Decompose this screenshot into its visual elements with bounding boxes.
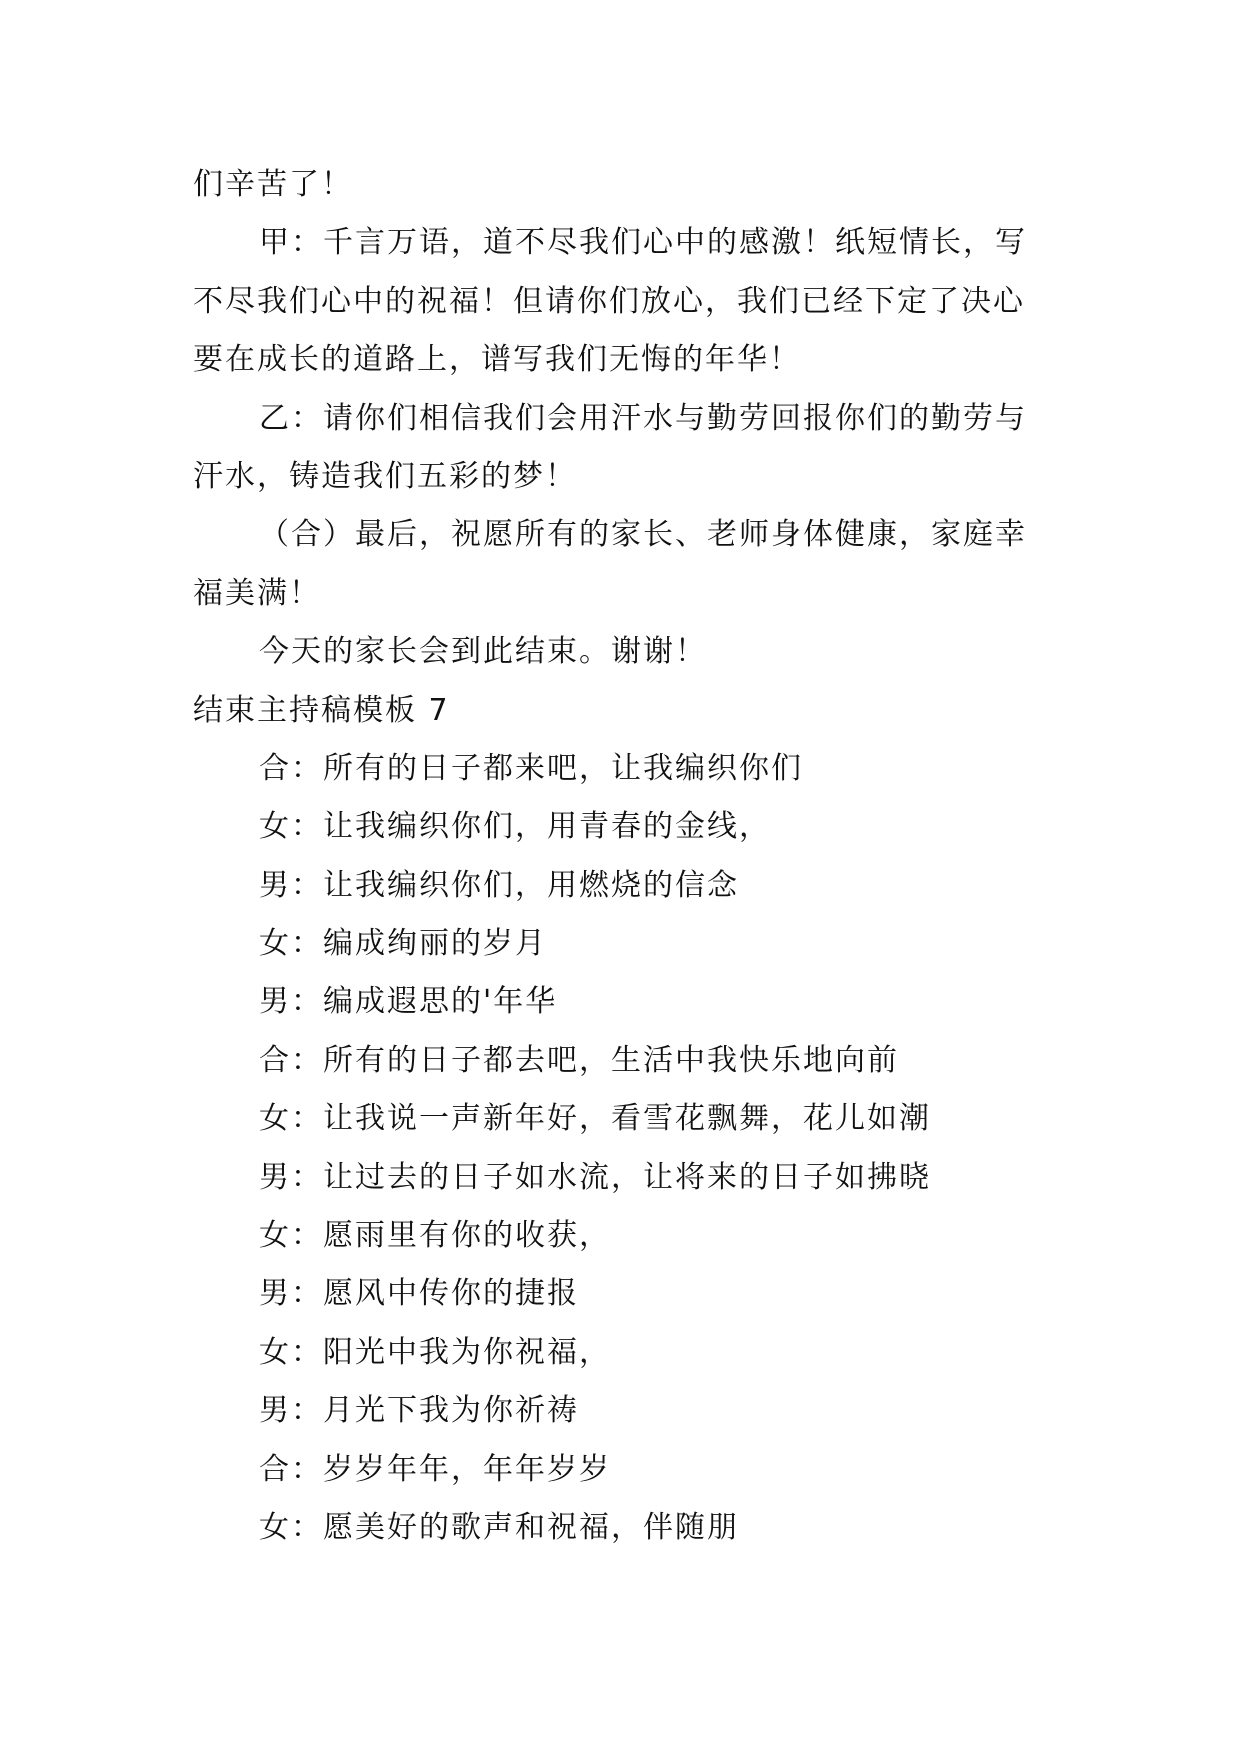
text-line: 们辛苦了！: [193, 167, 353, 202]
dialogue-line: 女：让我编织你们，用青春的金线，: [259, 809, 771, 845]
document-body: [193, 156, 1053, 1557]
dialogue-line: 男：编成遐思的'年华: [259, 984, 558, 1020]
dialogue-line: 女：愿美好的歌声和祝福，伴随朋: [259, 1509, 739, 1545]
text-line: 甲：千言万语，道不尽我们心中的感激！纸短情长，写: [259, 225, 1027, 261]
text-line: 今天的家长会到此结束。谢谢！: [259, 634, 707, 670]
dialogue-line: 女：编成绚丽的岁月: [259, 926, 547, 962]
text-line: （合）最后，祝愿所有的家长、老师身体健康，家庭幸: [259, 517, 1027, 553]
dialogue-line: 女：阳光中我为你祝福，: [259, 1334, 611, 1370]
dialogue-line: 合：所有的日子都去吧，生活中我快乐地向前: [259, 1042, 899, 1078]
dialogue-line: 男：月光下我为你祈祷: [259, 1393, 579, 1429]
text-line: 汗水，铸造我们五彩的梦！: [193, 458, 577, 494]
dialogue-line: 合：岁岁年年，年年岁岁: [259, 1451, 611, 1487]
section-heading: 结束主持稿模板 7: [193, 692, 450, 728]
dialogue-line: 女：愿雨里有你的收获，: [259, 1218, 611, 1254]
text-line: 不尽我们心中的祝福！但请你们放心，我们已经下定了决心: [193, 283, 1025, 319]
dialogue-line: 女：让我说一声新年好，看雪花飘舞，花儿如潮: [259, 1101, 931, 1137]
text-line: 福美满！: [193, 575, 321, 611]
dialogue-line: 男：让过去的日子如水流，让将来的日子如拂晓: [259, 1159, 931, 1195]
text-line: 要在成长的道路上，谱写我们无悔的年华！: [193, 342, 801, 378]
dialogue-line: 男：让我编织你们，用燃烧的信念: [259, 867, 739, 903]
text-line: 乙：请你们相信我们会用汗水与勤劳回报你们的勤劳与: [259, 400, 1027, 436]
dialogue-line: 合：所有的日子都来吧，让我编织你们: [259, 750, 803, 786]
dialogue-line: 男：愿风中传你的捷报: [259, 1276, 579, 1312]
